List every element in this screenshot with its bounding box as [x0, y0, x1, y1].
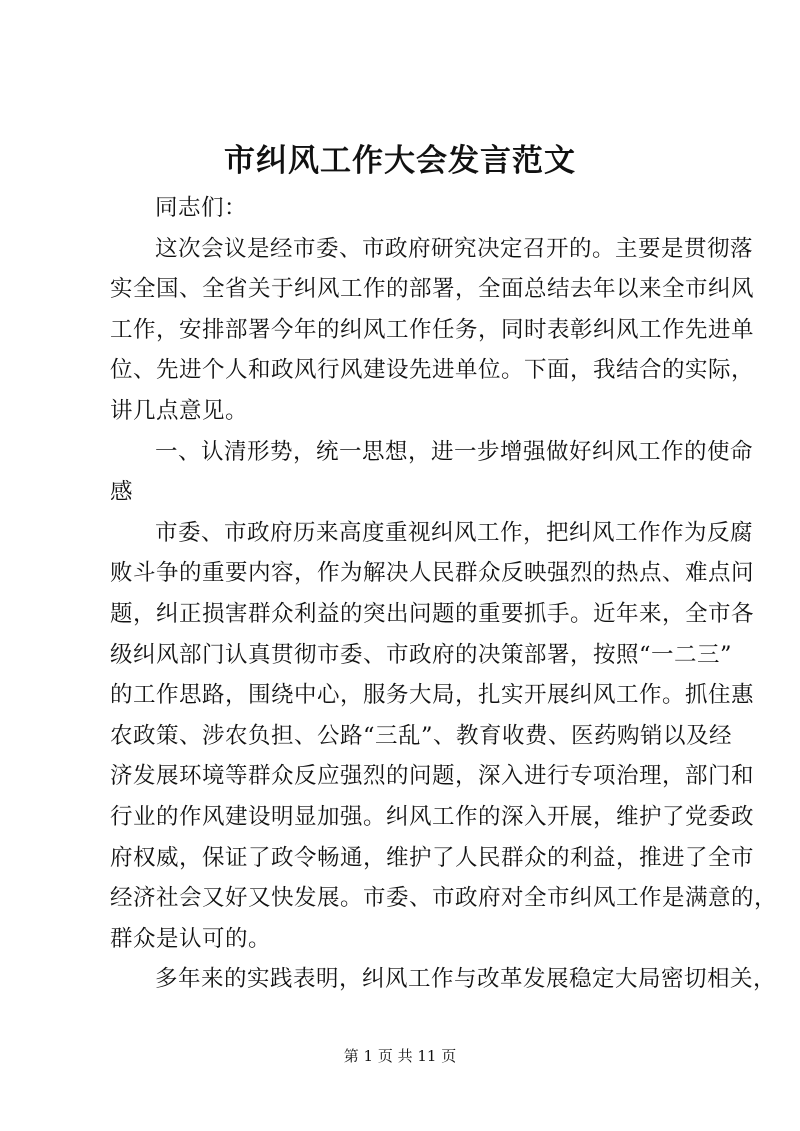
- section-heading-paragraph: [110, 432, 754, 513]
- intro-paragraph: [110, 229, 755, 432]
- salutation-paragraph: [110, 188, 700, 229]
- text-line: 位、先进个人和政风行风建设先进单位。下面，我结合的实际，: [110, 357, 755, 384]
- text-line: 级纠风部门认真贯彻市委、市政府的决策部署，按照“一二三”: [110, 641, 733, 668]
- text-line: 讲几点意见。: [110, 397, 249, 424]
- text-line: 败斗争的重要内容，作为解决人民群众反映强烈的热点、难点问: [110, 560, 755, 587]
- text-line: 题，纠正损害群众利益的突出问题的重要抓手。近年来，全市各: [110, 600, 755, 627]
- text-line: 济发展环境等群众反应强烈的问题，深入进行专项治理，部门和: [110, 763, 755, 790]
- page-number-footer: 第 1 页 共 11 页: [343, 1047, 457, 1065]
- text-line: 多年来的实践表明，纠风工作与改革发展稳定大局密切相关，: [155, 966, 777, 993]
- body-paragraph: [110, 513, 778, 960]
- text-line: 这次会议是经市委、市政府研究决定召开的。主要是贯彻落: [155, 235, 754, 262]
- text-line: 工作，安排部署今年的纠风工作任务，同时表彰纠风工作先进单: [110, 316, 755, 343]
- text-line: 感: [110, 479, 134, 506]
- text-line: 群众是认可的。: [110, 925, 272, 952]
- document-title: 市纠风工作大会发言范文: [224, 143, 576, 179]
- text-line: 经济社会又好又快发展。市委、市政府对全市纠风工作是满意的，: [110, 885, 778, 912]
- text-line: 农政策、涉农负担、公路“三乱”、教育收费、医药购销以及经: [110, 722, 733, 749]
- text-line: 行业的作风建设明显加强。纠风工作的深入开展，维护了党委政: [110, 803, 755, 830]
- text-line: 一、认清形势，统一思想，进一步增强做好纠风工作的使命: [155, 438, 754, 465]
- document-body: [110, 188, 778, 1000]
- text-line: 的工作思路，围绕中心，服务大局，扎实开展纠风工作。抓住惠: [110, 682, 755, 709]
- body-paragraph: [110, 959, 777, 1000]
- text-line: 同志们：: [155, 195, 248, 221]
- text-line: 市委、市政府历来高度重视纠风工作，把纠风工作作为反腐: [155, 519, 754, 546]
- text-line: 实全国、全省关于纠风工作的部署，全面总结去年以来全市纠风: [110, 276, 755, 303]
- text-line: 府权威，保证了政令畅通，维护了人民群众的利益，推进了全市: [110, 844, 755, 871]
